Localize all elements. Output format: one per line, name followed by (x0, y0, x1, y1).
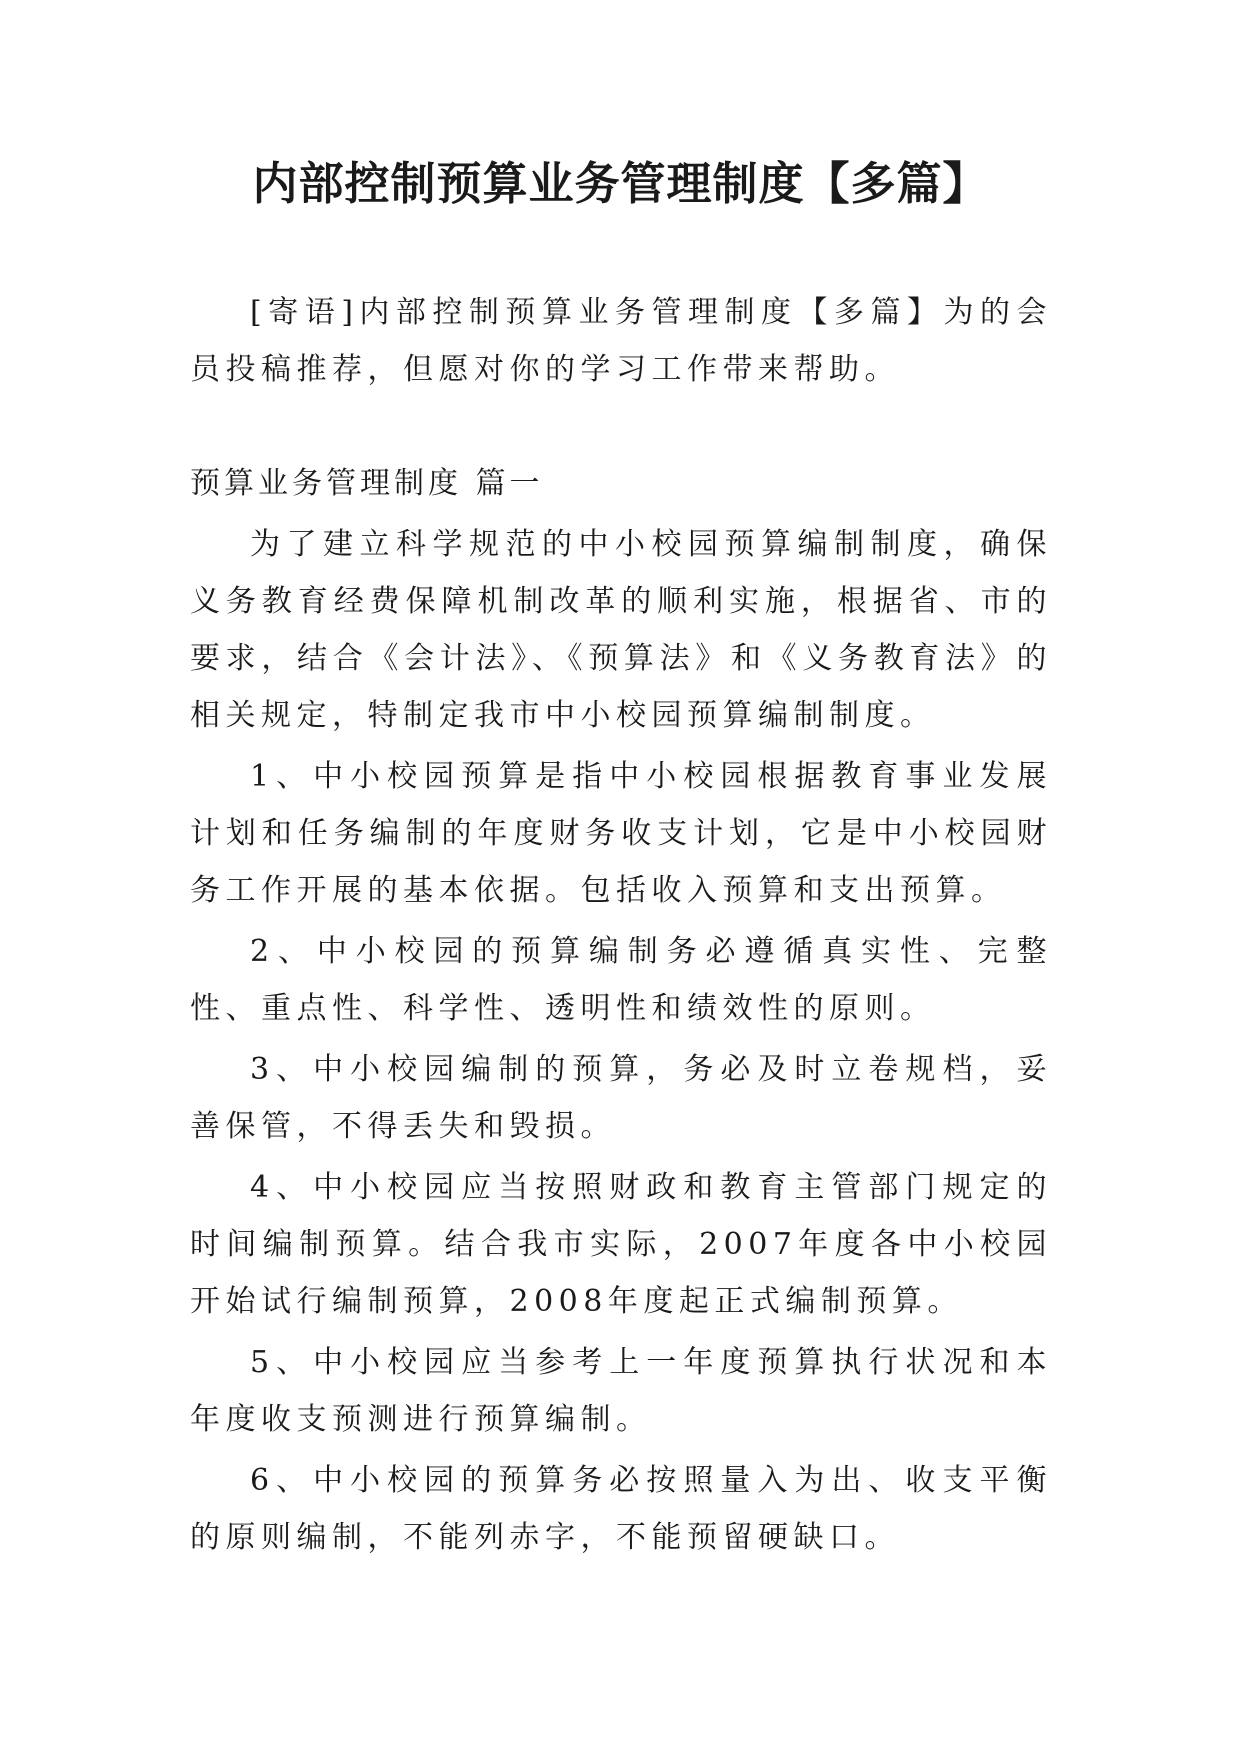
section-heading: 预算业务管理制度 篇一 (190, 466, 544, 501)
paragraph-list (190, 516, 1052, 1566)
document-title: 内部控制预算业务管理制度【多篇】 (252, 157, 989, 210)
list-item-4: 4、中小校园应当按照财政和教育主管部门规定的时间编制预算。结合我市实际，2007年度各中小校园开始试行编制预算，2008年度起正式编制预算。 (190, 1170, 1052, 1319)
list-item-1: 1、中小校园预算是指中小校园根据教育事业发展计划和任务编制的年度财务收支计划，它是中小校园财务工作开展的基本依据。包括收入预算和支出预算。 (190, 759, 1052, 908)
intro-paragraph: [寄语]内部控制预算业务管理制度【多篇】为的会员投稿推荐，但愿对你的学习工作带来帮助。 (190, 295, 1052, 387)
list-item-5: 5、中小校园应当参考上一年度预算执行状况和本年度收支预测进行预算编制。 (190, 1345, 1052, 1437)
list-item-6: 6、中小校园的预算务必按照量入为出、收支平衡的原则编制，不能列赤字，不能预留硬缺口。 (190, 1463, 1052, 1555)
list-item-2: 2、中小校园的预算编制务必遵循真实性、完整性、重点性、科学性、透明性和绩效性的原则。 (190, 934, 1052, 1026)
list-item-3: 3、中小校园编制的预算，务必及时立卷规档，妥善保管，不得丢失和毁损。 (190, 1052, 1052, 1144)
document-body (190, 284, 1052, 1566)
body-paragraph: 为了建立科学规范的中小校园预算编制制度，确保义务教育经费保障机制改革的顺利实施，根据省、市的要求，结合《会计法》、《预算法》和《义务教育法》的相关规定，特制定我市中小校园预算编制制度。 (190, 527, 1052, 733)
